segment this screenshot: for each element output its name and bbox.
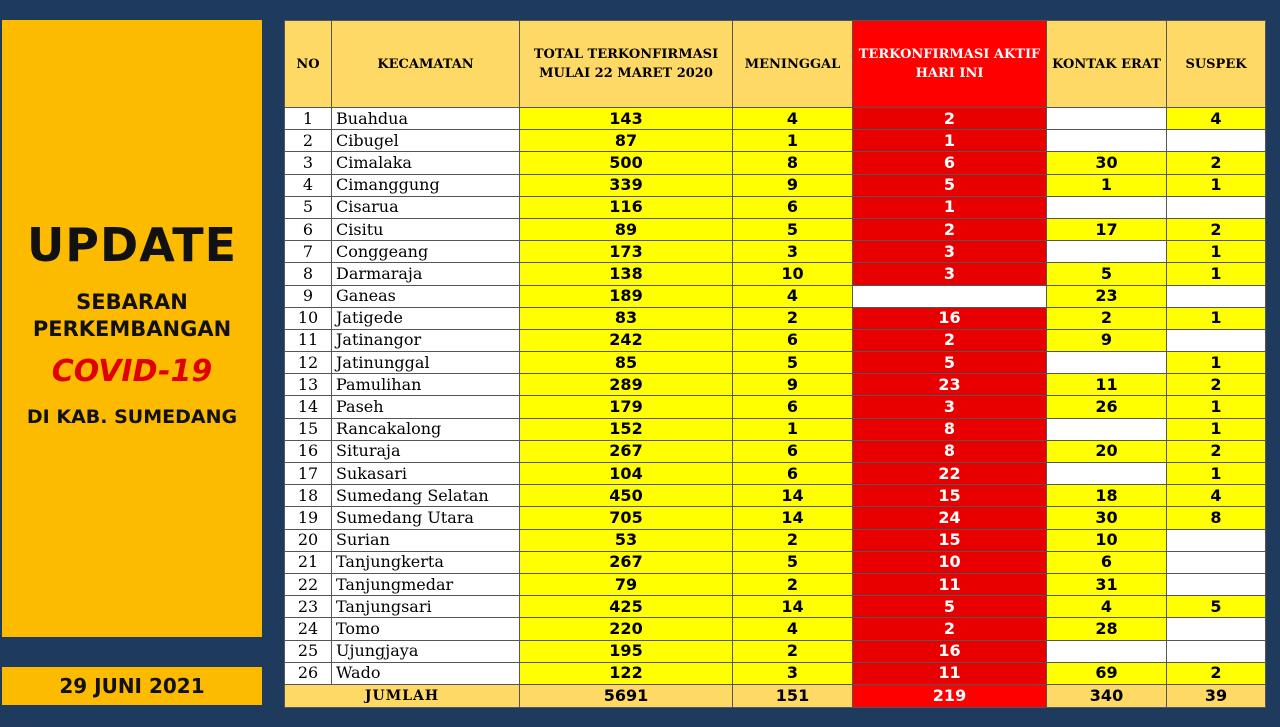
row-deaths: 3 [733,241,853,263]
row-contacts: 11 [1047,374,1167,396]
table-row [285,352,1266,374]
table-row [285,285,1266,307]
row-kecamatan: Tanjungsari [332,596,520,618]
row-deaths: 3 [733,662,853,684]
row-total: 450 [520,485,733,507]
table-row [285,662,1266,684]
row-deaths: 6 [733,329,853,351]
row-active: 11 [853,662,1047,684]
row-deaths: 6 [733,396,853,418]
row-suspects: 2 [1167,374,1266,396]
row-active: 8 [853,418,1047,440]
row-contacts: 20 [1047,440,1167,462]
row-kecamatan: Ujungjaya [332,640,520,662]
row-contacts: 10 [1047,529,1167,551]
row-suspects: 1 [1167,396,1266,418]
row-kecamatan: Darmaraja [332,263,520,285]
row-deaths: 9 [733,374,853,396]
row-active: 5 [853,596,1047,618]
row-suspects [1167,640,1266,662]
row-deaths: 14 [733,485,853,507]
row-active: 16 [853,307,1047,329]
table-row [285,263,1266,285]
row-active: 16 [853,640,1047,662]
row-deaths: 4 [733,108,853,130]
table-row [285,507,1266,529]
row-no: 11 [285,329,332,351]
total-confirmed: 5691 [520,684,733,707]
table-row [285,152,1266,174]
row-suspects: 2 [1167,152,1266,174]
row-deaths: 2 [733,640,853,662]
row-total: 267 [520,551,733,573]
row-no: 2 [285,130,332,152]
row-contacts: 4 [1047,596,1167,618]
row-total: 152 [520,418,733,440]
row-total: 289 [520,374,733,396]
row-suspects: 2 [1167,218,1266,240]
row-active: 2 [853,329,1047,351]
row-suspects: 2 [1167,662,1266,684]
row-active: 15 [853,529,1047,551]
row-kecamatan: Cimalaka [332,152,520,174]
row-kecamatan: Situraja [332,440,520,462]
row-active: 1 [853,196,1047,218]
row-deaths: 1 [733,130,853,152]
row-kecamatan: Sumedang Utara [332,507,520,529]
row-suspects: 1 [1167,263,1266,285]
row-active: 3 [853,396,1047,418]
row-suspects: 2 [1167,440,1266,462]
row-contacts [1047,130,1167,152]
row-kecamatan: Buahdua [332,108,520,130]
row-suspects: 1 [1167,307,1266,329]
table-row [285,551,1266,573]
row-active: 6 [853,152,1047,174]
row-kecamatan: Jatigede [332,307,520,329]
total-label: JUMLAH [285,684,520,707]
row-active: 2 [853,618,1047,640]
row-total: 267 [520,440,733,462]
table-row [285,596,1266,618]
row-contacts [1047,463,1167,485]
table-row [285,196,1266,218]
row-suspects: 1 [1167,241,1266,263]
header-meninggal: MENINGGAL [733,21,853,108]
row-suspects: 8 [1167,507,1266,529]
header-row [285,21,1266,108]
row-contacts [1047,352,1167,374]
row-kecamatan: Cisarua [332,196,520,218]
header-no: NO [285,21,332,108]
row-total: 339 [520,174,733,196]
row-total: 87 [520,130,733,152]
table-row [285,485,1266,507]
row-kecamatan: Conggeang [332,241,520,263]
row-suspects [1167,573,1266,595]
row-contacts [1047,241,1167,263]
row-kecamatan: Tanjungmedar [332,573,520,595]
table-row [285,241,1266,263]
row-active: 10 [853,551,1047,573]
row-suspects [1167,529,1266,551]
table-row [285,307,1266,329]
row-kecamatan: Sumedang Selatan [332,485,520,507]
row-no: 8 [285,263,332,285]
header-kecamatan: KECAMATAN [332,21,520,108]
row-suspects [1167,329,1266,351]
row-no: 25 [285,640,332,662]
row-no: 22 [285,573,332,595]
row-kecamatan: Jatinangor [332,329,520,351]
row-suspects [1167,551,1266,573]
row-no: 17 [285,463,332,485]
row-no: 15 [285,418,332,440]
row-active: 2 [853,108,1047,130]
total-deaths: 151 [733,684,853,707]
row-active: 3 [853,263,1047,285]
row-total: 116 [520,196,733,218]
row-contacts: 28 [1047,618,1167,640]
row-kecamatan: Cimanggung [332,174,520,196]
row-no: 19 [285,507,332,529]
row-deaths: 14 [733,596,853,618]
row-active: 2 [853,218,1047,240]
row-contacts: 6 [1047,551,1167,573]
row-total: 705 [520,507,733,529]
row-no: 21 [285,551,332,573]
row-deaths: 6 [733,196,853,218]
row-total: 104 [520,463,733,485]
row-total: 85 [520,352,733,374]
row-contacts: 23 [1047,285,1167,307]
row-deaths: 4 [733,285,853,307]
row-deaths: 4 [733,618,853,640]
row-active: 3 [853,241,1047,263]
row-kecamatan: Cibugel [332,130,520,152]
row-suspects: 1 [1167,463,1266,485]
total-row [285,684,1266,707]
row-no: 23 [285,596,332,618]
header-aktif: TERKONFIRMASI AKTIF HARI INI [853,21,1047,108]
row-contacts: 1 [1047,174,1167,196]
table-row [285,130,1266,152]
row-deaths: 2 [733,573,853,595]
row-kecamatan: Sukasari [332,463,520,485]
row-suspects: 1 [1167,352,1266,374]
row-total: 122 [520,662,733,684]
row-total: 143 [520,108,733,130]
row-active: 22 [853,463,1047,485]
subtitle-line1: SEBARAN [76,290,188,314]
total-contacts: 340 [1047,684,1167,707]
row-deaths: 1 [733,418,853,440]
total-suspects: 39 [1167,684,1266,707]
row-contacts [1047,196,1167,218]
row-no: 5 [285,196,332,218]
row-deaths: 9 [733,174,853,196]
row-kecamatan: Tomo [332,618,520,640]
row-total: 179 [520,396,733,418]
row-no: 16 [285,440,332,462]
row-total: 173 [520,241,733,263]
table-row [285,218,1266,240]
row-deaths: 2 [733,307,853,329]
row-no: 4 [285,174,332,196]
row-no: 20 [285,529,332,551]
row-contacts: 5 [1047,263,1167,285]
row-active: 11 [853,573,1047,595]
row-deaths: 5 [733,352,853,374]
table-row [285,329,1266,351]
row-total: 89 [520,218,733,240]
row-kecamatan: Tanjungkerta [332,551,520,573]
row-total: 189 [520,285,733,307]
row-no: 24 [285,618,332,640]
row-deaths: 5 [733,551,853,573]
row-suspects: 4 [1167,485,1266,507]
row-total: 220 [520,618,733,640]
row-total: 242 [520,329,733,351]
row-suspects [1167,285,1266,307]
row-active: 5 [853,174,1047,196]
row-no: 13 [285,374,332,396]
row-total: 53 [520,529,733,551]
row-contacts: 9 [1047,329,1167,351]
header-total: TOTAL TERKONFIRMASI MULAI 22 MARET 2020 [520,21,733,108]
row-suspects: 1 [1167,174,1266,196]
row-contacts: 31 [1047,573,1167,595]
row-suspects: 5 [1167,596,1266,618]
table-row [285,174,1266,196]
row-kecamatan: Ganeas [332,285,520,307]
row-contacts: 26 [1047,396,1167,418]
table-row [285,573,1266,595]
update-heading: UPDATE [26,218,238,272]
row-no: 6 [285,218,332,240]
title-panel [2,20,262,637]
table-row [285,529,1266,551]
table-row [285,108,1266,130]
row-kecamatan: Paseh [332,396,520,418]
row-deaths: 5 [733,218,853,240]
row-kecamatan: Pamulihan [332,374,520,396]
row-no: 26 [285,662,332,684]
table-row [285,440,1266,462]
covid-label: COVID-19 [51,354,213,389]
row-contacts [1047,640,1167,662]
row-no: 1 [285,108,332,130]
row-active: 8 [853,440,1047,462]
row-kecamatan: Cisitu [332,218,520,240]
header-suspek: SUSPEK [1167,21,1266,108]
row-contacts: 30 [1047,152,1167,174]
row-deaths: 2 [733,529,853,551]
row-no: 9 [285,285,332,307]
row-deaths: 6 [733,463,853,485]
row-total: 425 [520,596,733,618]
row-suspects [1167,618,1266,640]
row-total: 195 [520,640,733,662]
row-active: 24 [853,507,1047,529]
row-deaths: 6 [733,440,853,462]
row-contacts: 17 [1047,218,1167,240]
region-label: DI KAB. SUMEDANG [26,406,238,428]
row-no: 14 [285,396,332,418]
row-kecamatan: Surian [332,529,520,551]
table-row [285,463,1266,485]
date-label: 29 JUNI 2021 [2,667,262,705]
table-row [285,640,1266,662]
row-no: 12 [285,352,332,374]
table-row [285,618,1266,640]
row-active: 15 [853,485,1047,507]
row-contacts: 2 [1047,307,1167,329]
row-active [853,285,1047,307]
table-row [285,396,1266,418]
row-kecamatan: Rancakalong [332,418,520,440]
row-total: 83 [520,307,733,329]
row-suspects [1167,196,1266,218]
row-suspects [1167,130,1266,152]
row-contacts: 69 [1047,662,1167,684]
row-no: 18 [285,485,332,507]
row-total: 500 [520,152,733,174]
row-contacts: 18 [1047,485,1167,507]
covid-table [284,20,1266,708]
row-active: 5 [853,352,1047,374]
total-active: 219 [853,684,1047,707]
row-active: 1 [853,130,1047,152]
row-kecamatan: Jatinunggal [332,352,520,374]
row-no: 10 [285,307,332,329]
row-active: 23 [853,374,1047,396]
table-row [285,374,1266,396]
subtitle-line2: PERKEMBANGAN [32,317,232,341]
row-suspects: 4 [1167,108,1266,130]
table-row [285,418,1266,440]
row-no: 3 [285,152,332,174]
row-contacts [1047,108,1167,130]
row-suspects: 1 [1167,418,1266,440]
row-deaths: 10 [733,263,853,285]
row-contacts: 30 [1047,507,1167,529]
row-total: 138 [520,263,733,285]
row-deaths: 14 [733,507,853,529]
row-deaths: 8 [733,152,853,174]
row-no: 7 [285,241,332,263]
row-total: 79 [520,573,733,595]
row-contacts [1047,418,1167,440]
row-kecamatan: Wado [332,662,520,684]
header-kontak: KONTAK ERAT [1047,21,1167,108]
